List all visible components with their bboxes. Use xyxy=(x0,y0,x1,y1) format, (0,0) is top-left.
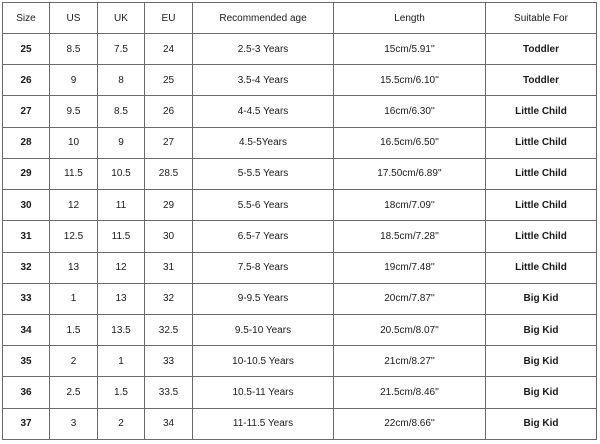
cell-length: 16.5cm/6.50'' xyxy=(334,127,486,158)
cell-us: 13 xyxy=(50,252,98,283)
table-row xyxy=(3,65,597,96)
table-row xyxy=(3,34,597,65)
cell-recommended-age: 10-10.5 Years xyxy=(193,346,334,377)
cell-suitable-for: Little Child xyxy=(486,127,597,158)
table-header xyxy=(3,3,597,34)
cell-uk: 2 xyxy=(98,408,145,439)
cell-uk: 13 xyxy=(98,283,145,314)
cell-suitable-for: Little Child xyxy=(486,158,597,189)
cell-us: 8.5 xyxy=(50,34,98,65)
table-row xyxy=(3,408,597,439)
cell-uk: 1.5 xyxy=(98,377,145,408)
cell-suitable-for: Big Kid xyxy=(486,377,597,408)
cell-eu: 33 xyxy=(145,346,193,377)
cell-length: 16cm/6.30'' xyxy=(334,96,486,127)
header-size: Size xyxy=(3,3,50,34)
cell-size: 33 xyxy=(3,283,50,314)
cell-length: 20cm/7.87'' xyxy=(334,283,486,314)
cell-size: 26 xyxy=(3,65,50,96)
cell-suitable-for: Toddler xyxy=(486,65,597,96)
header-recommended-age: Recommended age xyxy=(193,3,334,34)
cell-eu: 25 xyxy=(145,65,193,96)
size-chart-table xyxy=(2,2,597,440)
cell-us: 9.5 xyxy=(50,96,98,127)
cell-eu: 30 xyxy=(145,221,193,252)
cell-eu: 33.5 xyxy=(145,377,193,408)
cell-eu: 32.5 xyxy=(145,314,193,345)
cell-eu: 24 xyxy=(145,34,193,65)
cell-uk: 12 xyxy=(98,252,145,283)
table-row xyxy=(3,346,597,377)
cell-length: 19cm/7.48'' xyxy=(334,252,486,283)
cell-uk: 9 xyxy=(98,127,145,158)
cell-length: 15.5cm/6.10'' xyxy=(334,65,486,96)
cell-uk: 11 xyxy=(98,190,145,221)
cell-recommended-age: 4-4.5 Years xyxy=(193,96,334,127)
cell-length: 20.5cm/8.07'' xyxy=(334,314,486,345)
cell-recommended-age: 5-5.5 Years xyxy=(193,158,334,189)
table-row xyxy=(3,283,597,314)
cell-suitable-for: Toddler xyxy=(486,34,597,65)
cell-us: 3 xyxy=(50,408,98,439)
cell-size: 27 xyxy=(3,96,50,127)
cell-length: 17.50cm/6.89'' xyxy=(334,158,486,189)
cell-suitable-for: Little Child xyxy=(486,96,597,127)
cell-us: 9 xyxy=(50,65,98,96)
cell-eu: 31 xyxy=(145,252,193,283)
cell-uk: 1 xyxy=(98,346,145,377)
cell-size: 32 xyxy=(3,252,50,283)
cell-uk: 11.5 xyxy=(98,221,145,252)
cell-recommended-age: 11-11.5 Years xyxy=(193,408,334,439)
cell-recommended-age: 9.5-10 Years xyxy=(193,314,334,345)
header-suitable-for: Suitable For xyxy=(486,3,597,34)
table-row xyxy=(3,190,597,221)
cell-eu: 27 xyxy=(145,127,193,158)
cell-us: 1.5 xyxy=(50,314,98,345)
cell-recommended-age: 5.5-6 Years xyxy=(193,190,334,221)
cell-suitable-for: Big Kid xyxy=(486,346,597,377)
table-row xyxy=(3,96,597,127)
cell-recommended-age: 4.5-5Years xyxy=(193,127,334,158)
table-body xyxy=(3,34,597,440)
table-row xyxy=(3,127,597,158)
cell-uk: 13.5 xyxy=(98,314,145,345)
table-row xyxy=(3,252,597,283)
table-row xyxy=(3,314,597,345)
cell-suitable-for: Big Kid xyxy=(486,314,597,345)
cell-size: 35 xyxy=(3,346,50,377)
cell-length: 22cm/8.66'' xyxy=(334,408,486,439)
cell-uk: 7.5 xyxy=(98,34,145,65)
cell-eu: 28.5 xyxy=(145,158,193,189)
cell-eu: 34 xyxy=(145,408,193,439)
cell-us: 12 xyxy=(50,190,98,221)
cell-us: 2.5 xyxy=(50,377,98,408)
cell-suitable-for: Big Kid xyxy=(486,408,597,439)
cell-size: 31 xyxy=(3,221,50,252)
header-length: Length xyxy=(334,3,486,34)
cell-eu: 26 xyxy=(145,96,193,127)
cell-size: 29 xyxy=(3,158,50,189)
cell-suitable-for: Little Child xyxy=(486,190,597,221)
cell-us: 10 xyxy=(50,127,98,158)
cell-recommended-age: 9-9.5 Years xyxy=(193,283,334,314)
cell-eu: 29 xyxy=(145,190,193,221)
cell-us: 2 xyxy=(50,346,98,377)
cell-recommended-age: 7.5-8 Years xyxy=(193,252,334,283)
table-row xyxy=(3,158,597,189)
cell-eu: 32 xyxy=(145,283,193,314)
cell-size: 25 xyxy=(3,34,50,65)
cell-recommended-age: 6.5-7 Years xyxy=(193,221,334,252)
cell-uk: 8.5 xyxy=(98,96,145,127)
cell-recommended-age: 2.5-3 Years xyxy=(193,34,334,65)
cell-uk: 8 xyxy=(98,65,145,96)
cell-length: 18cm/7.09'' xyxy=(334,190,486,221)
cell-us: 1 xyxy=(50,283,98,314)
cell-suitable-for: Little Child xyxy=(486,252,597,283)
header-us: US xyxy=(50,3,98,34)
header-eu: EU xyxy=(145,3,193,34)
table-row xyxy=(3,221,597,252)
table-row xyxy=(3,377,597,408)
header-uk: UK xyxy=(98,3,145,34)
cell-length: 18.5cm/7.28'' xyxy=(334,221,486,252)
cell-size: 37 xyxy=(3,408,50,439)
cell-size: 36 xyxy=(3,377,50,408)
cell-uk: 10.5 xyxy=(98,158,145,189)
cell-us: 12.5 xyxy=(50,221,98,252)
cell-length: 15cm/5.91'' xyxy=(334,34,486,65)
cell-size: 28 xyxy=(3,127,50,158)
cell-length: 21cm/8.27'' xyxy=(334,346,486,377)
cell-suitable-for: Big Kid xyxy=(486,283,597,314)
cell-recommended-age: 3.5-4 Years xyxy=(193,65,334,96)
cell-size: 34 xyxy=(3,314,50,345)
cell-length: 21.5cm/8.46'' xyxy=(334,377,486,408)
cell-suitable-for: Little Child xyxy=(486,221,597,252)
header-row xyxy=(3,3,597,34)
cell-size: 30 xyxy=(3,190,50,221)
cell-recommended-age: 10.5-11 Years xyxy=(193,377,334,408)
cell-us: 11.5 xyxy=(50,158,98,189)
